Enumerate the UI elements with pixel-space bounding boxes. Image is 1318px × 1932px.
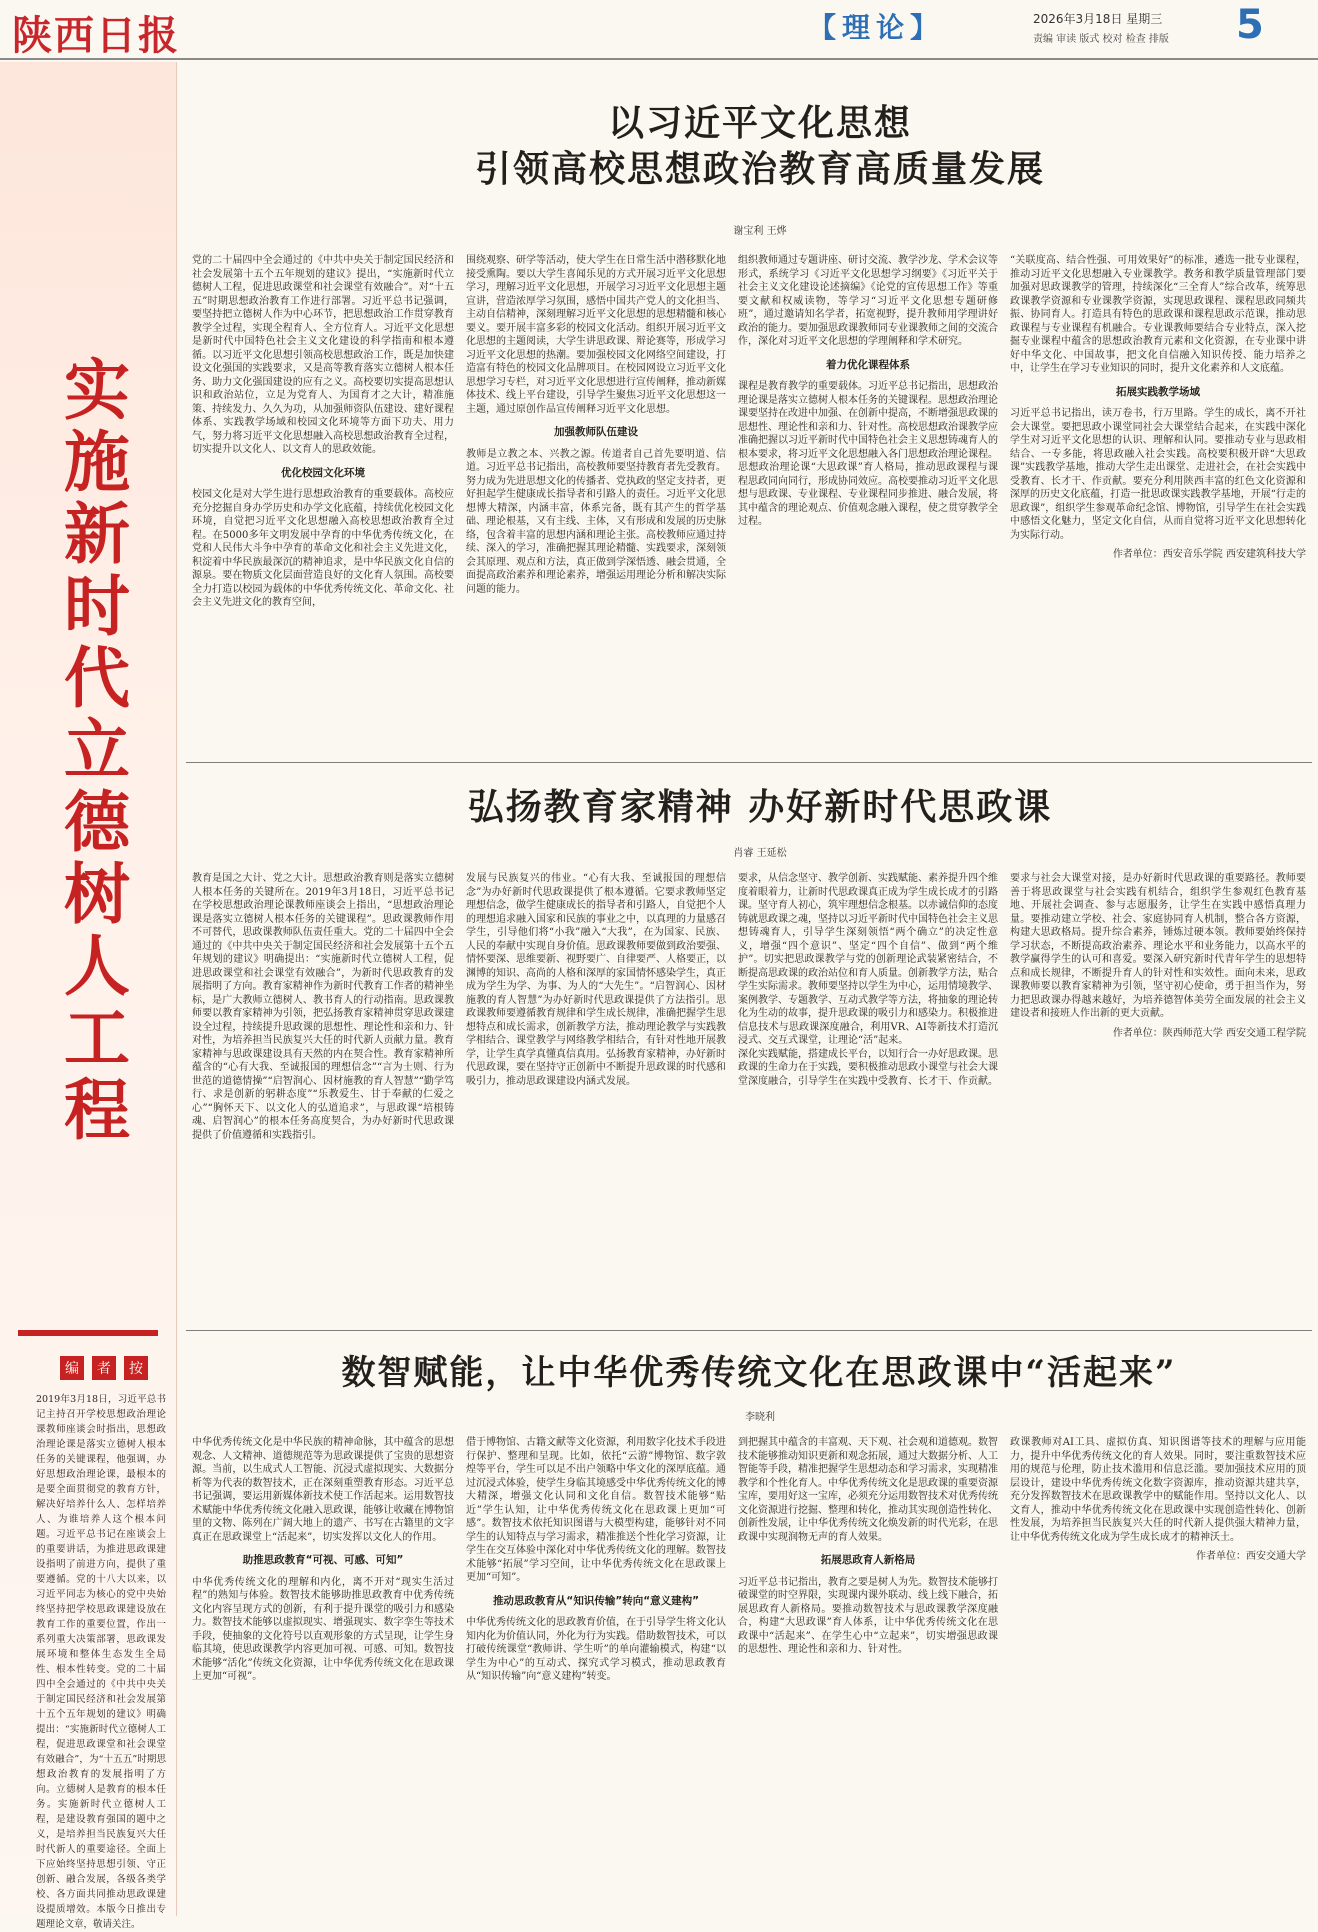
article2-title: 弘扬教育家精神 办好新时代思政课 (467, 786, 1053, 828)
column-feature-panel (0, 62, 177, 1930)
editor-note-label: 编 者 按 (60, 1356, 156, 1380)
article3-column: 中华优秀传统文化是中华民族的精神命脉，其中蕴含的思想观念、人文精神、道德规范等为思政课提供了宝贵的思想资源。当前，以生成式人工智能、沉浸式虚拟现实、大数据分析等为代表的数智技术，正在深刻重塑教育形态。习近平总书记强调，要运用新媒体新技术使工作活起来。运用数智技术赋能中华优秀传统文化融入思政课，能够让收藏在博物馆里的文物、陈列在广阔大地上的遗产、书写在古籍里的文字真正在思政课堂上“活起来”，切实发挥以文化人的作用。 助推思政教育“可视、可感、可知” 中华优秀传统文化的理解和内化，离不开对“现实生活过程”的熟知与体验。数智技术能够助推思政教育中优秀传统文化内容呈现方式的创新，有利于提升课堂的吸引力和感染力。数智技术能够以虚拟现实、增强现实、数字孪生等技术手段，使抽象的文化符号以直观形象的方式呈现，让学生身临其境，使思政课教学内容更加可视、可感、可知。数智技术能够“活化”传统文化资源，让中华优秀传统文化在思政课上更加“可视”。 (192, 1437, 454, 1682)
article3-byline: 李晓利 (745, 1412, 775, 1423)
article1-title: 以习近平文化思想 引领高校思想政治教育高质量发展 (474, 102, 1045, 190)
editor-credits: 责编 审读 版式 校对 检查 排版 (1033, 34, 1169, 45)
article1-byline: 谢宝利 王烨 (733, 226, 787, 237)
article3-column: 到把握其中蕴含的丰富观、天下观、社会观和道德观。数智技术能够推动知识更新和观念拓展，通过大数据分析、人工智能等手段，精准把握学生思想动态和学习需求，实现精准教学和个性化育人。中华优秀传统文化是思政课的重要资源宝库，要用好这一宝库，必须充分运用数智技术对优秀传统文化资源进行挖掘、整理和转化，推动其实现创造性转化、创新性发展，让中华优秀传统文化焕发新的时代光彩，在思政课中实现润物无声的育人效果。 拓展思政育人新格局 习近平总书记指出，教育之要是树人为先。数智技术能够打破课堂的时空界限，实现课内课外联动、线上线下融合，拓展思政育人新格局。要推动数智技术与思政课教学深度融合，构建“大思政课”育人体系，让中华优秀传统文化在思政课中“活起来”、在学生心中“立起来”，切实增强思政课的思想性、理论性和亲和力、针对性。 (738, 1437, 998, 1655)
article1-column: 围绕观察、研学等活动，使大学生在日常生活中潜移默化地接受熏陶。要以大学生喜闻乐见的方式开展习近平文化思想学习，理解习近平文化思想，开展学习习近平文化思想主题宣讲，营造浓厚学习氛围，感悟中国共产党人的文化担当、主动自信精神，深刻理解习近平文化思想的思想精髓和核心要义。要开展丰富多彩的校园文化活动。组织开展习近平文化思想的主题阅读，大学生讲思政课、辩论赛等，形成学习习近平文化思想的热潮。要加强校园文化网络空间建设，打造富有特色的校园文化品牌项目。在校园网设立习近平文化思想学习专栏，对习近平文化思想进行宣传阐释，推动新媒体技术、线上平台建设，引导学生聚焦习近平文化思想这一主题，通过原创作品宣传阐释习近平文化思想。 加强教师队伍建设 教师是立教之本、兴教之源。传道者自己首先要明道、信道。习近平总书记指出，高校教师要坚持教育者先受教育。努力成为先进思想文化的传播者、党执政的坚定支持者，更好担起学生健康成长指导者和引路人的责任。习近平文化思想博大精深，内涵丰富，体系完备，既有其产生的哲学基础、理论根基，又有主线、主体，又有形成和发展的历史脉络，包含着丰富的思想内涵和理论主张。高校教师应通过持续、深入的学习，准确把握其理论精髓、实践要求，深刻领会其原理、观点和方法，真正做到学深悟透、融会贯通，全面提高政治素养和理论素养，增强运用理论分析和解决实际问题的能力。 (466, 255, 726, 595)
article3-title: 数智赋能，让中华优秀传统文化在思政课中“活起来” (341, 1353, 1177, 1393)
article2-column: 要求与社会大课堂对接，是办好新时代思政课的重要路径。教师要善于将思政课堂与社会实践有机结合，组织学生参观红色教育基地、开展社会调查、参与志愿服务，让学生在实践中感悟真理力量。要推动建立学校、社会、家庭协同育人机制，整合各方资源，构建大思政格局。提升综合素养，锤炼过硬本领。教师要始终保持学习状态，不断提高政治素养、理论水平和业务能力，以高水平的教学赢得学生的认可和喜爱。要深入研究新时代青年学生的思想特点和成长规律，不断提升育人的针对性和实效性。面向未来，思政课教师要以教育家精神为引领，坚守初心使命，勇于担当作为，努力把思政课办得越来越好，为培养德智体美劳全面发展的社会主义建设者和接班人作出新的更大贡献。 作者单位：陕西师范大学 西安交通工程学院 (1010, 873, 1306, 1039)
article1-column: “关联度高、结合性强、可用效果好”的标准，遴选一批专业课程，推动习近平文化思想融入专业课教学。教务和教学质量管理部门要加强对思政课教学的管理，持续深化“三全育人”综合改革，统筹思政课教学资源和专业课教学资源，实现思政课程、课程思政同频共振、协同育人。打造具有特色的思政课和课程思政示范课，推动思政课程与专业课程有机融合。专业课教师要结合专业特点，深入挖掘专业课程中蕴含的思想政治教育元素和文化资源，在专业课中讲好中华文化、中国故事，把文化自信融入知识传授、能力培养之中，让学生在学习专业知识的同时，提升文化素养和人文底蕴。 拓展实践教学场域 习近平总书记指出，读万卷书，行万里路。学生的成长，离不开社会大课堂。要把思政小课堂同社会大课堂结合起来，在实践中深化学生对习近平文化思想的认识、理解和认同。要推动专业与思政相结合、一专多能，将思政融入社会实践。高校要积极开辟“大思政课”实践教学基地，推动大学生走出课堂、走进社会，在社会实践中受教育、长才干、作贡献。要充分利用陕西丰富的红色文化资源和深厚的历史文化底蕴，打造一批思政课实践教学基地，开展“行走的思政课”，组织学生参观革命纪念馆、博物馆，引导学生在社会实践中感悟文化魅力，坚定文化自信，从而自觉将习近平文化思想转化为实际行动。 作者单位：西安音乐学院 西安建筑科技大学 (1010, 255, 1306, 560)
divider (18, 1330, 158, 1336)
section-title: 【理论】 (808, 11, 945, 44)
article2-byline: 肖睿 王延松 (733, 848, 787, 859)
subheading: 拓展实践教学场域 (1116, 385, 1200, 398)
divider (186, 762, 1312, 763)
article3-column: 政课教师对AI工具、虚拟仿真、知识图谱等技术的理解与应用能力，提升中华优秀传统文化的育人效果。同时，要注重数智技术应用的规范与伦理，防止技术滥用和信息泛滥。要加强技术应用的顶层设计，建设中华优秀传统文化数字资源库，推动资源共建共享，充分发挥数智技术在思政课教学中的赋能作用。坚持以文化人、以文育人，推动中华优秀传统文化在思政课中实现创造性转化、创新性发展，为培养担当民族复兴大任的时代新人提供强大精神力量，让中华优秀传统文化成为学生成长成才的精神沃土。 作者单位：西安交通大学 (1010, 1437, 1306, 1562)
subheading: 助推思政教育“可视、可感、可知” (242, 1554, 404, 1566)
article2-column: 要求，从信念坚守、教学创新、实践赋能、素养提升四个维度着眼着力，让新时代思政课真正成为学生成长成才的引路课。坚守育人初心，筑牢理想信念根基。以赤诚信仰的态度铸就思政课之魂，坚持以习近平新时代中国特色社会主义思想铸魂育人，引导学生深刻领悟“两个确立”的决定性意义，增强“四个意识”、坚定“四个自信”、做到“两个维护”。切实把思政课教学与党的创新理论武装紧密结合，不断提高思政课的政治站位和育人质量。创新教学方法，贴合学生实际需求。教师要坚持以学生为中心，运用情境教学、案例教学、专题教学、互动式教学等方法，将抽象的理论转化为生动的故事，提升思政课的吸引力和感染力。积极推进信息技术与思政课深度融合，利用VR、AI等新技术打造沉浸式、交互式课堂，让理论“活”起来。 深化实践赋能，搭建成长平台，以知行合一办好思政课。思政课的生命力在于实践，要积极推动思政小课堂与社会大课堂深度融合，引导学生在实践中受教育、长才干、作贡献。 (738, 873, 998, 1087)
article2-column: 发展与民族复兴的伟业。“心有大我、至诚报国的理想信念”为办好新时代思政课提供了根本遵循。它要求教师坚定理想信念，做学生健康成长的指导者和引路人，自觉把个人的理想追求融入国家和民族的事业之中，以真理的力量感召学生，引导他们将“小我”融入“大我”，在为国家、民族、人民的奉献中实现自身价值。思政课教师要做到政治要强、情怀要深、思维要新、视野要广、自律要严、人格要正，以渊博的知识、高尚的人格和深厚的家国情怀感染学生，真正成为学生为学、为事、为人的“大先生”。“启智润心、因材施教的育人智慧”为办好新时代思政课提供了方法指引。思政课教师要遵循教育规律和学生成长规律，准确把握学生思想特点和成长需求，创新教学方法，推动理论教学与实践教学相结合、课堂教学与网络教学相结合，有针对性地开展教学，让学生真学真懂真信真用。弘扬教育家精神，办好新时代思政课，要在坚持守正创新中不断提升思政课的时代感和吸引力，推动思政课建设内涵式发展。 (466, 873, 726, 1087)
article3-column: 借于博物馆、古籍文献等文化资源，利用数字化技术手段进行保护、整理和呈现。比如，依托“云游”博物馆、数字敦煌等平台，学生可以足不出户领略中华文化的深厚底蕴。通过沉浸式体验，使学生身临其境感受中华优秀传统文化的博大精深，增强文化认同和文化自信。数智技术能够“贴近”学生认知，让中华优秀传统文化在思政课上更加“可感”。数智技术依托知识图谱与大模型构建，能够针对不同学生的认知特点与学习需求，精准推送个性化学习资源，让学生在交互体验中深化对中华优秀传统文化的理解。数智技术能够“拓展”学习空间，让中华优秀传统文化在思政课上更加“可知”。 推动思政教育从“知识传输”转向“意义建构” 中华优秀传统文化的思政教育价值，在于引导学生将文化认知内化为价值认同，外化为行为实践。借助数智技术，可以打破传统课堂“教师讲、学生听”的单向灌输模式，构建“以学生为中心”的互动式、探究式学习模式，推动思政教育从“知识传输”向“意义建构”转变。 (466, 1437, 726, 1682)
article1-affiliation: 作者单位：西安音乐学院 西安建筑科技大学 (1112, 549, 1306, 560)
issue-date: 2026年3月18日 星期三 (1033, 12, 1163, 26)
article1-column: 组织教师通过专题讲座、研讨交流、教学沙龙、学术会议等形式，系统学习《习近平文化思想学习纲要》《习近平关于社会主义文化建设论述摘编》《论党的宣传思想工作》等重要文献和权威读物，等学习“习近平文化思想专题研修班”，通过邀请知名学者，拓宽视野，提升教师用学理讲好政治的能力。要加强思政课教师同专业课教师之间的交流合作，深化对习近平文化思想的学理阐释和学术研究。 着力优化课程体系 课程是教育教学的重要载体。习近平总书记指出，思想政治理论课是落实立德树人根本任务的关键课程。思想政治理论课要坚持在改进中加强、在创新中提高，不断增强思政课的思想性、理论性和亲和力、针对性。高校思想政治课教学应准确把握以习近平新时代中国特色社会主义思想铸魂育人的根本要求，将习近平文化思想融入各门思想政治理论课程。思想政治理论课“大思政课”育人格局，推动思政课程与课程思政同向同行，形成协同效应。高校要推动习近平文化思想与思政课、专业课程、专业课程同步推进、融合发展，将其中蕴含的理论观点、价值观念融入课程，使之贯穿教学全过程。 (738, 255, 998, 527)
article2-affiliation: 作者单位：陕西师范大学 西安交通工程学院 (1112, 1027, 1306, 1039)
divider (186, 1330, 1312, 1331)
article2-column: 教育是国之大计、党之大计。思想政治教育则是落实立德树人根本任务的关键所在。2019年3月18日，习近平总书记在学校思想政治理论课教师座谈会上指出，“思想政治理论课是落实立德树人根本任务的关键课程”。思政课教师作用不可替代，思政课教师队伍责任重大。党的二十届四中全会通过的《中共中央关于制定国民经济和社会发展第十五个五年规划的建议》明确提出：“实施新时代立德树人工程，促进思政课堂和社会课堂有效融合”，为新时代思政教育的发展指明了方向。教育家精神作为新时代教育工作者的精神坐标，是广大教师立德树人、教书育人的行动指南。思政课教师要以教育家精神为引领，把弘扬教育家精神贯穿思政课建设全过程，持续提升思政课的思想性、理论性和亲和力、针对性，为培养担当民族复兴大任的时代新人贡献力量。教育家精神与思政课建设具有天然的内在契合性。教育家精神所蕴含的“心有大我、至诚报国的理想信念”“言为士则、行为世范的道德情操”“启智润心、因材施教的育人智慧”“勤学笃行、求是创新的躬耕态度”“乐教爱生、甘于奉献的仁爱之心”“胸怀天下、以文化人的弘道追求”，与思政课“培根铸魂、启智润心”的根本任务高度契合，为办好新时代思政课提供了价值遵循和实践指引。 (192, 873, 454, 1141)
column-feature-title: 实施新时代立德树人工程 (64, 351, 130, 1149)
masthead (0, 0, 1318, 60)
subheading: 加强教师队伍建设 (554, 426, 638, 438)
editor-note: 2019年3月18日，习近平总书记主持召开学校思想政治理论课教师座谈会时指出，思想政治理论课是落实立德树人根本任务的关键课程，他强调，办好思想政治理论课，最根本的是要全面贯彻党的教育方针，解决好培养什么人、怎样培养人、为谁培养人这个根本问题。习近平总书记在座谈会上的重要讲话，为推进思政课建设指明了前进方向，提供了重要遵循。党的十八大以来，以习近平同志为核心的党中央始终坚持把学校思政课建设放在教育工作的重要位置，作出一系列重大决策部署，思政课发展环境和整体生态发生全局性、根本性转变。党的二十届四中全会通过的《中共中央关于制定国民经济和社会发展第十五个五年规划的建议》明确提出：“实施新时代立德树人工程，促进思政课堂和社会课堂有效融合”，为“十五五”时期思想政治教育的发展指明了方向。立德树人是教育的根本任务。实施新时代立德树人工程，是建设教育强国的题中之义，是培养担当民族复兴大任时代新人的重要途径。全面上下应始终坚持思想引领、守正创新、融合发展，各级各类学校、各方面共同推动思政课建设提质增效。本版今日推出专题理论文章，敬请关注。 (36, 1394, 166, 1930)
subheading: 拓展思政育人新格局 (820, 1554, 916, 1566)
article3-affiliation: 作者单位：西安交通大学 (1196, 1551, 1306, 1562)
subheading: 着力优化课程体系 (826, 358, 910, 371)
article1-column: 党的二十届四中全会通过的《中共中央关于制定国民经济和社会发展第十五个五年规划的建议》提出，“实施新时代立德树人工程，促进思政课堂和社会课堂有效融合”。对“十五五”时期思想政治教育工作进行部署。习近平总书记强调，要坚持把立德树人作为中心环节，把思想政治工作贯穿教育教学全过程，实现全程育人、全方位育人。习近平文化思想是新时代中国特色社会主义文化建设的科学指南和根本遵循。以习近平文化思想引领高校思想政治工作，既是加快建设文化强国的实践要求，又是高等教育落实立德树人根本任务、助力文化强国建设的应有之义。高校要切实提高思想认识和政治站位，立足为党育人、为国育才之大计，精准施策、持续发力、久久为功，从加强师资队伍建设、建好课程体系、实践教学场域和校园文化环境等方面下功夫、用力气，努力将习近平文化思想融入高校思想政治教育全过程，切实提升以文化人、以文育人的思政效能。 优化校园文化环境 校园文化是对大学生进行思想政治教育的重要载体。高校应充分挖掘自身办学历史和办学文化底蕴，持续优化校园文化环境，自觉把习近平文化思想融入高校思想政治教育全过程。在5000多年文明发展中孕育的中华优秀传统文化，在党和人民伟大斗争中孕育的革命文化和社会主义先进文化，积淀着中华民族最深沉的精神追求，是中华民族文化自信的源泉。要在物质文化层面营造良好的文化育人氛围。高校要全力打造以校园为载体的中华优秀传统文化、革命文化、社会主义先进文化的教育空间， (192, 255, 454, 608)
newspaper-logo: 陕西日报 (12, 12, 180, 59)
subheading: 推动思政教育从“知识传输”转向“意义建构” (492, 1594, 700, 1607)
page-number: 5 (1236, 2, 1264, 48)
subheading: 优化校园文化环境 (281, 466, 365, 479)
